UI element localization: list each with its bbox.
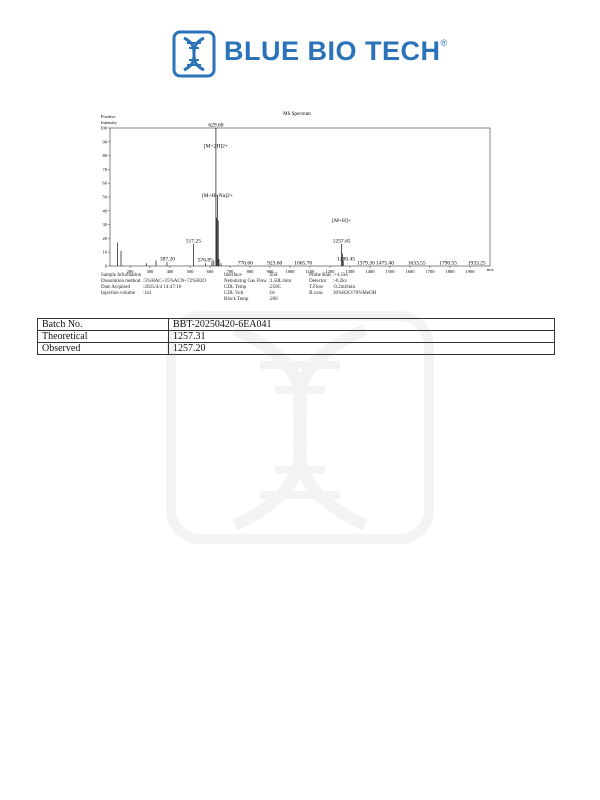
y-tick-label: 60 — [102, 180, 107, 186]
observed-value: 1257.20 — [169, 343, 555, 355]
y-tick-label: 10 — [102, 249, 107, 255]
peak-label: 776.60 — [237, 260, 253, 267]
peak-label: 387.20 — [159, 256, 176, 263]
peak-label: 629.60 — [208, 122, 224, 129]
info-value: 30%H2O/70%MeOH — [332, 291, 377, 296]
peak-label: 1933.25 — [467, 260, 486, 267]
info-value: :0.2ml/min — [332, 285, 356, 290]
y-tick-label: 20 — [102, 235, 107, 241]
company-logo — [172, 30, 448, 80]
y-tick-label: 70 — [102, 166, 107, 172]
info-value: :5%HAC+25%ACN+72%H2O — [143, 279, 206, 284]
x-tick-label: 1100 — [305, 269, 315, 274]
table-row — [38, 319, 555, 331]
peak-annotation: [M+2H]2+ — [203, 143, 229, 150]
batch-value: BBT-20250420-6EA041 — [169, 319, 555, 331]
info-label: Injection volume — [101, 291, 136, 296]
y-tick-label: 40 — [102, 208, 107, 214]
info-label: Probe Bias — [309, 273, 331, 278]
peak-label: 517.25 — [185, 238, 202, 245]
peak-label: 1790.55 — [439, 260, 458, 267]
x-tick-label: 1400 — [365, 269, 375, 274]
observed-label: Observed — [38, 343, 169, 355]
table-row — [38, 331, 555, 343]
info-label: CDL Volt — [224, 291, 244, 296]
y-tick-label: 0 — [104, 263, 107, 269]
x-tick-label: 600 — [206, 269, 214, 274]
peak-label: 1633.55 — [407, 260, 426, 267]
info-label: Nebulizing Gas Flow — [224, 279, 267, 284]
x-tick-label: 1900 — [465, 269, 475, 274]
table-row — [38, 343, 555, 355]
peak-annotation: [M+H]+ — [332, 217, 351, 224]
batch-label: Batch No. — [38, 319, 169, 331]
theoretical-value: 1257.31 — [169, 331, 555, 343]
x-tick-label: 1700 — [425, 269, 435, 274]
info-label: Interface — [224, 273, 242, 278]
x-tick-label: 1000 — [285, 269, 295, 274]
dna-logo-icon — [172, 30, 216, 78]
x-axis-label: m/z — [487, 267, 494, 272]
peak-label: 576.85 — [197, 257, 213, 264]
info-label: CDL Temp — [224, 285, 247, 290]
y-tick-label: 80 — [102, 153, 107, 159]
peak-label: 1475.40 — [376, 260, 395, 267]
chart-title: MS Spectrum — [283, 112, 311, 117]
y-tick-label: 30 — [102, 222, 107, 228]
company-name: BLUE BIO TECH® — [224, 36, 448, 66]
theoretical-label: Theoretical — [38, 331, 169, 343]
x-tick-label: 1600 — [405, 269, 415, 274]
y-axis-label-line1: Positive — [101, 114, 116, 119]
acquisition-info — [101, 273, 378, 303]
peak-annotation: [M+H+Na]2+ — [201, 193, 233, 199]
y-tick-label: 90 — [102, 139, 107, 145]
info-label: B.conc — [309, 291, 324, 296]
peak-label: 923.60 — [267, 260, 283, 267]
peak-label: 1379.30 — [356, 260, 375, 267]
info-label: Dissolution method — [101, 279, 141, 284]
x-tick-label: 1200 — [325, 269, 335, 274]
x-tick-label: 300 — [146, 269, 154, 274]
x-tick-label: 500 — [186, 269, 194, 274]
y-tick-label: 50 — [102, 194, 107, 200]
peak-label: 1065.70 — [294, 260, 313, 267]
y-tick-label: 100 — [100, 125, 107, 131]
info-value: :-0.2kv — [332, 279, 348, 284]
x-tick-label: 400 — [166, 269, 174, 274]
x-tick-label: 800 — [246, 269, 254, 274]
peak-label: 1257.65 — [332, 238, 351, 245]
x-tick-label: 1800 — [445, 269, 455, 274]
info-value: :0v — [268, 291, 276, 296]
info-value: :ESI — [268, 273, 278, 278]
info-label: T.Flow — [309, 285, 324, 290]
y-axis-label-line2: Intensity — [101, 120, 117, 125]
info-value: :1.50L/min — [268, 279, 292, 284]
info-value: :250C — [268, 285, 282, 290]
ms-spectrum-chart — [95, 105, 505, 280]
info-value: :200 — [268, 297, 278, 302]
x-tick-label: 1300 — [345, 269, 355, 274]
info-value: :2025/4/4 14:47:10 — [143, 285, 182, 290]
x-tick-label: 700 — [226, 269, 234, 274]
info-label: Block Temp — [224, 297, 249, 302]
info-label: Sample Information — [101, 273, 142, 278]
info-value: :+4.5kv — [332, 273, 349, 278]
peak-label: 1280.45 — [337, 256, 356, 263]
x-tick-label: 1500 — [385, 269, 395, 274]
plot-frame — [110, 128, 490, 266]
info-value: :1ul — [143, 291, 151, 296]
info-label: Date Acquired — [101, 285, 131, 290]
batch-table — [37, 318, 555, 355]
x-tick-label: 200 — [126, 269, 134, 274]
info-label: Detector — [309, 279, 327, 284]
x-tick-label: 900 — [266, 269, 274, 274]
